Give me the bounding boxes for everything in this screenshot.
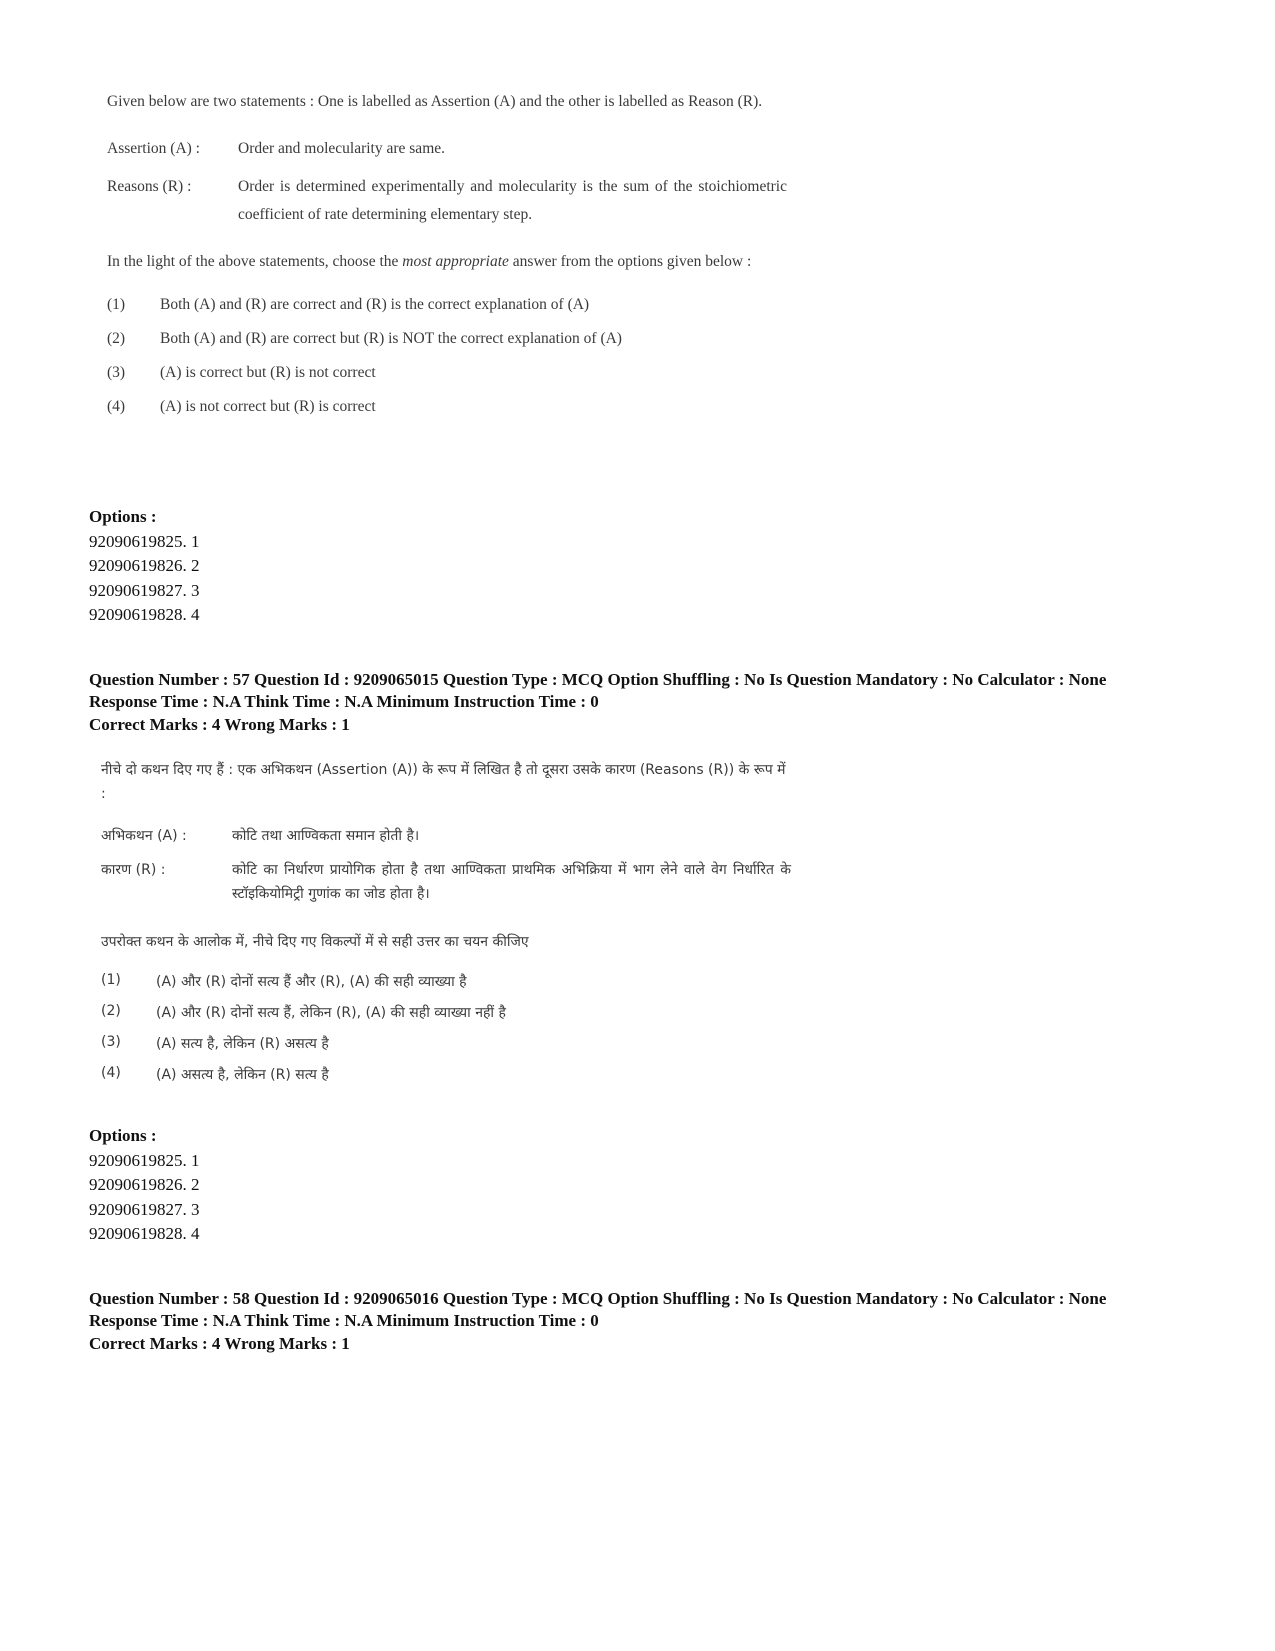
assertion-row: [101, 824, 791, 848]
question-intro: Given below are two statements : One is labelled as Assertion (A) and the other is labelled as Reason (R).: [107, 93, 763, 110]
option-id: 92090619828. 4: [89, 1224, 200, 1243]
question-58-meta: [89, 1288, 1106, 1355]
options-list-56: [89, 505, 200, 628]
choice-item: (2) (A) और (R) दोनों सत्य हैं, लेकिन (R), (A) की सही व्याख्या नहीं है: [101, 1003, 506, 1021]
assertion-row: [107, 135, 787, 163]
choice-item: (3) (A) is correct but (R) is not correct: [107, 364, 376, 381]
timing-info-line: Response Time : N.A Think Time : N.A Minimum Instruction Time : 0: [89, 1310, 599, 1330]
prompt-emphasis: most appropriate: [402, 253, 509, 270]
reason-text: कोटि का निर्धारण प्रायोगिक होता है तथा आण्विकता प्राथमिक अभिक्रिया में भाग लेने वाले वेग निर्धारित के स्टॉइकियोमिट्री गुणांक का जोड होता है।: [232, 862, 791, 902]
reason-row: [107, 173, 787, 229]
choice-list: [107, 296, 787, 432]
question-56-image: [107, 88, 787, 432]
assertion-text: कोटि तथा आण्विकता समान होती है।: [232, 828, 420, 844]
choice-item: (4) (A) is not correct but (R) is correct: [107, 398, 376, 415]
reason-label: कारण (R) :: [101, 862, 166, 878]
options-list-57: [89, 1124, 200, 1247]
assertion-text: Order and molecularity are same.: [238, 140, 446, 157]
reason-label: Reasons (R) :: [107, 178, 192, 195]
assertion-label: Assertion (A) :: [107, 140, 200, 157]
reason-row: [101, 858, 791, 906]
option-id: 92090619827. 3: [89, 580, 200, 600]
choice-item: (1) (A) और (R) दोनों सत्य हैं और (R), (A) की सही व्याख्या है: [101, 972, 467, 990]
timing-info-line: Response Time : N.A Think Time : N.A Minimum Instruction Time : 0: [89, 691, 599, 711]
choice-item: (2) Both (A) and (R) are correct but (R) is NOT the correct explanation of (A): [107, 330, 622, 347]
question-57-image: [101, 758, 791, 1096]
choice-list: [101, 972, 791, 1096]
choice-item: (4) (A) असत्य है, लेकिन (R) सत्य है: [101, 1065, 329, 1083]
marks-info-line: Correct Marks : 4 Wrong Marks : 1: [89, 715, 350, 734]
question-info-line: Question Number : 57 Question Id : 9209065015 Question Type : MCQ Option Shuffling : No Is Question Mandatory : No Calculator : None: [89, 670, 1107, 689]
question-prompt: उपरोक्त कथन के आलोक में, नीचे दिए गए विकल्पों में से सही उत्तर का चयन कीजिए: [101, 934, 529, 950]
options-heading: Options :: [89, 507, 157, 526]
option-id: 92090619825. 1: [89, 1150, 200, 1170]
question-info-line: Question Number : 58 Question Id : 9209065016 Question Type : MCQ Option Shuffling : No Is Question Mandatory : No Calculator : None: [89, 1289, 1107, 1308]
question-prompt: In the light of the above statements, choose the most appropriate answer from the options given below :: [107, 253, 752, 270]
option-id: 92090619825. 1: [89, 531, 200, 551]
reason-text: Order is determined experimentally and molecularity is the sum of the stoichiometric coefficient of rate determining elementary step.: [238, 178, 787, 223]
question-intro: नीचे दो कथन दिए गए हैं : एक अभिकथन (Assertion (A)) के रूप में लिखित है तो दूसरा उसके कारण (Reasons (R)) के रूप में :: [101, 762, 786, 802]
choice-item: (3) (A) सत्य है, लेकिन (R) असत्य है: [101, 1034, 329, 1052]
option-id: 92090619827. 3: [89, 1199, 200, 1219]
option-id: 92090619826. 2: [89, 556, 200, 575]
question-57-meta: [89, 669, 1106, 736]
marks-info-line: Correct Marks : 4 Wrong Marks : 1: [89, 1334, 350, 1353]
choice-item: (1) Both (A) and (R) are correct and (R) is the correct explanation of (A): [107, 296, 590, 313]
option-id: 92090619826. 2: [89, 1175, 200, 1194]
option-id: 92090619828. 4: [89, 605, 200, 624]
options-heading: Options :: [89, 1126, 157, 1145]
assertion-label: अभिकथन (A) :: [101, 828, 187, 844]
